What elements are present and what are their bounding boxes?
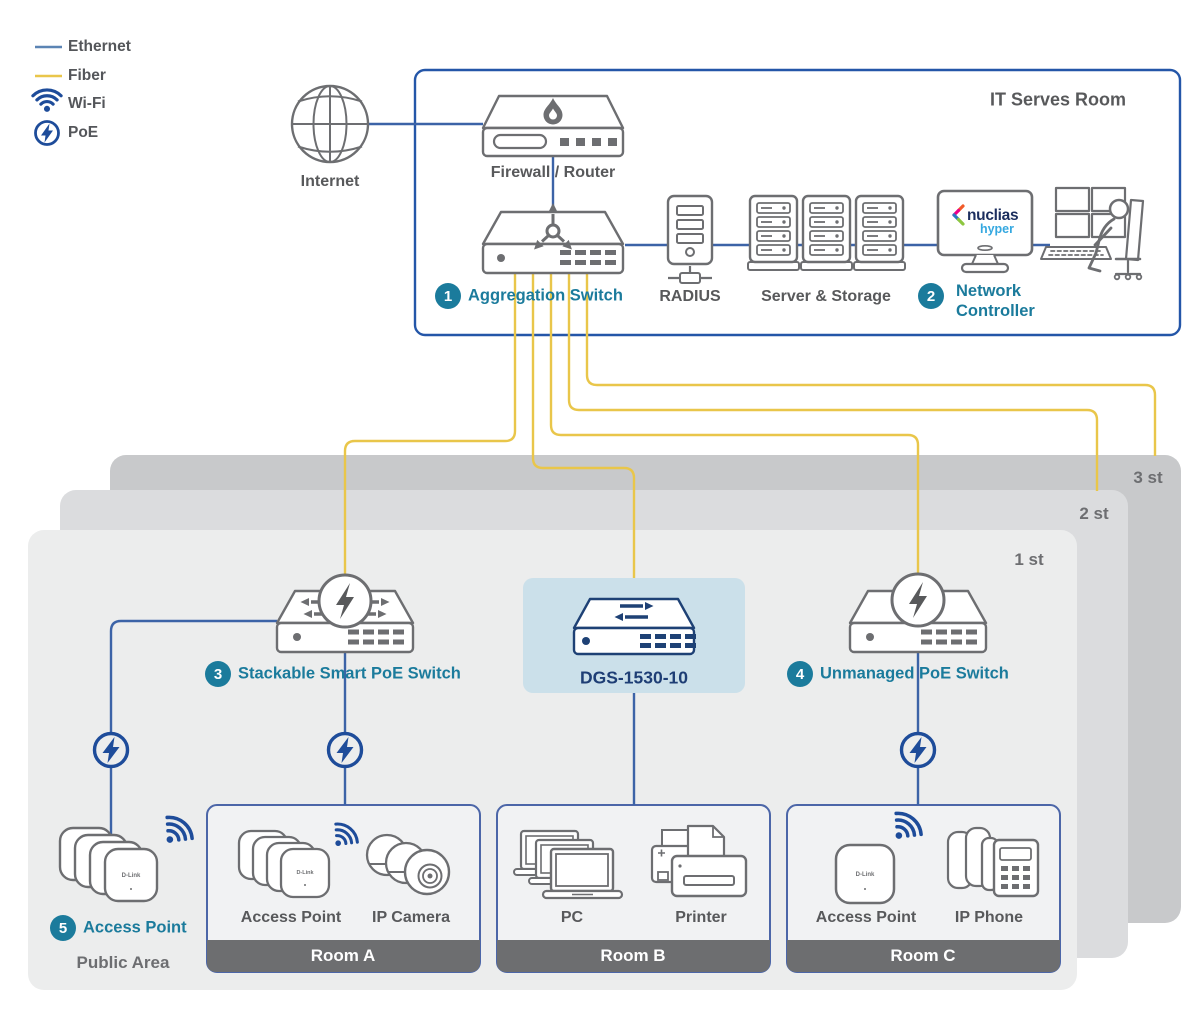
poe-icon	[95, 734, 128, 767]
poe-icon	[329, 734, 362, 767]
floor-2-label: 2 st	[1079, 504, 1109, 523]
dgs-model-label: DGS-1530-10	[580, 667, 688, 688]
badge-2: 2	[918, 283, 944, 309]
poe-icon	[36, 122, 59, 145]
server-storage-label: Server & Storage	[761, 288, 891, 305]
badge-5: 5	[50, 915, 76, 941]
public-access-point-label: Access Point	[83, 918, 187, 937]
aggregation-switch-label: Aggregation Switch	[468, 286, 623, 305]
room-c-name: Room C	[890, 946, 956, 965]
legend-fiber-label: Fiber	[68, 67, 106, 84]
room-a-name: Room A	[310, 946, 376, 965]
nuclias-brand-text: nuclias	[967, 207, 1019, 224]
dlink-logo-text: D-Link	[855, 872, 875, 878]
server-storage-devices	[748, 196, 905, 270]
legend-ethernet-label: Ethernet	[68, 38, 131, 55]
legend-poe-label: PoE	[68, 124, 99, 141]
poe-icon	[902, 734, 935, 767]
room-b-item1-label: PC	[560, 909, 584, 926]
internet-globe-icon	[292, 86, 368, 162]
internet-label: Internet	[300, 173, 360, 190]
public-area-label: Public Area	[76, 953, 170, 972]
room-b-item2-label: Printer	[675, 909, 727, 926]
badge-4: 4	[787, 661, 813, 687]
room-c-item2-label: IP Phone	[954, 909, 1024, 926]
legend-wifi-label: Wi-Fi	[68, 95, 106, 112]
room-a-item2-label: IP Camera	[372, 909, 450, 926]
firewall-router-device	[483, 96, 623, 156]
legend-icons	[33, 47, 62, 145]
aggregation-switch-device	[483, 203, 623, 273]
floor-1-label: 1 st	[1014, 550, 1044, 569]
wifi-icon	[33, 90, 61, 112]
radius-label: RADIUS	[659, 288, 721, 305]
dlink-logo-text: D-Link	[296, 870, 314, 876]
dgs-1530-10-device	[574, 599, 696, 654]
room-b-name: Room B	[600, 946, 666, 965]
room-a-item1-label: Access Point	[240, 909, 342, 926]
room-c-item1-label: Access Point	[815, 909, 917, 926]
floor-3-label: 3 st	[1133, 468, 1163, 487]
network-controller-label: Network Controller	[956, 282, 1035, 320]
dlink-logo-text: D-Link	[121, 873, 141, 879]
unmanaged-switch-label: Unmanaged PoE Switch	[820, 664, 1009, 683]
firewall-label: Firewall / Router	[490, 164, 616, 181]
badge-1: 1	[435, 283, 461, 309]
badge-3: 3	[205, 661, 231, 687]
nuclias-sub-text: hyper	[979, 222, 1014, 236]
it-room-title: IT Serves Room	[989, 89, 1127, 110]
stackable-switch-label: Stackable Smart PoE Switch	[238, 664, 461, 683]
